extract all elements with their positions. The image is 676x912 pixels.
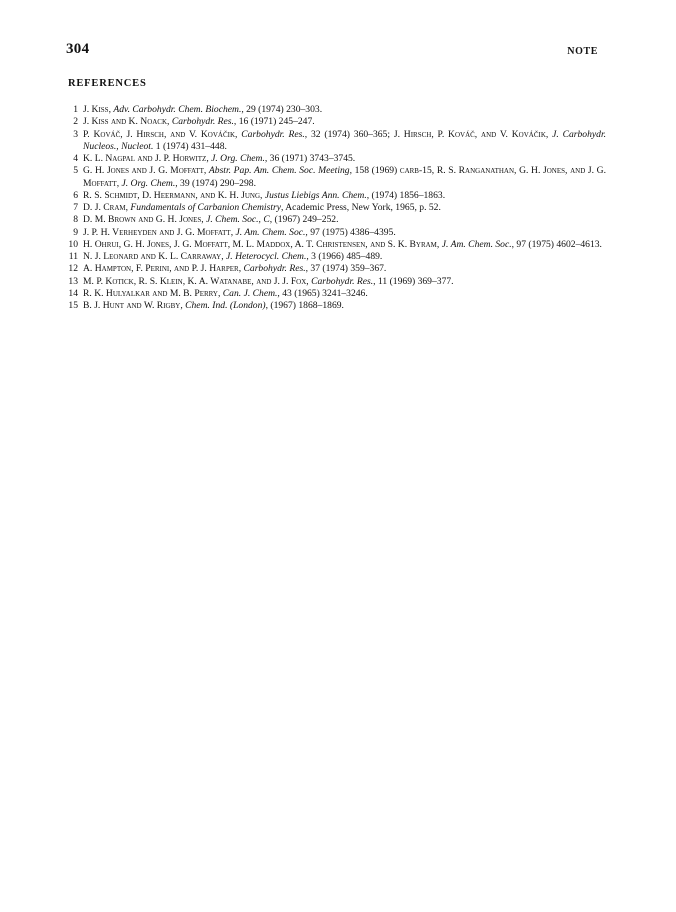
reference-number: 10 <box>68 238 78 250</box>
reference-item <box>66 153 606 165</box>
reference-detail: , <box>125 202 131 213</box>
reference-journal: Can. J. Chem. <box>222 287 278 299</box>
reference-text <box>83 202 606 214</box>
reference-detail: , <box>201 214 207 226</box>
reference-detail: , 97 (1975) 4602–4613. <box>511 238 602 250</box>
reference-detail: , 29 (1974) 230–303. <box>241 104 323 115</box>
reference-detail: , <box>436 238 442 250</box>
reference-journal: J. Chem. Soc., C <box>206 214 270 226</box>
reference-journal: Carbohydr. Res. <box>171 116 234 128</box>
reference-detail: , <box>306 275 312 287</box>
reference-text <box>83 104 606 116</box>
reference-detail: , 37 (1974) 359–367. <box>305 263 387 275</box>
reference-detail: , <box>217 287 223 299</box>
reference-authors: J. Hirsch, P. Kováč, and V. Kováčik <box>393 128 546 140</box>
reference-item <box>66 104 606 116</box>
reference-authors: R. K. Hulyalkar and M. B. Perry <box>83 287 218 299</box>
reference-journal: Carbohydr. Res. <box>311 275 374 287</box>
section-heading: REFERENCES <box>68 78 147 89</box>
reference-authors: J. P. H. Verheyden and J. G. Moffatt <box>83 226 231 238</box>
reference-number: 6 <box>73 189 78 201</box>
reference-journal: J. Heterocycl. Chem. <box>226 251 307 262</box>
reference-authors: P. Kováč, J. Hirsch, and V. Kováčik <box>83 128 236 140</box>
reference-authors: R. S. Schmidt, D. Heermann, and K. H. Jung <box>83 189 261 201</box>
reference-authors: N. J. Leonard and K. L. Carraway <box>83 251 222 262</box>
reference-number: 5 <box>73 165 78 177</box>
reference-journal: Fundamentals of Carbanion Chemistry <box>130 202 281 213</box>
reference-journal: J. Am. Chem. Soc. <box>441 238 512 250</box>
reference-journal: Chem. Ind. (London) <box>185 300 266 311</box>
reference-number: 13 <box>68 275 78 287</box>
reference-authors: D. M. Brown and G. H. Jones <box>83 214 202 226</box>
reference-detail: , <box>180 300 186 311</box>
reference-item <box>66 276 606 288</box>
reference-text <box>83 214 606 226</box>
reference-authors: J. Kiss <box>83 104 109 115</box>
reference-authors: H. Ohrui, G. H. Jones, J. G. Moffatt, M. L. Maddox, A. T. Christensen, and S. K. Byram <box>83 238 437 250</box>
reference-authors: A. Hampton, F. Perini, and P. J. Harper <box>83 263 239 275</box>
reference-journal: J. Am. Chem. Soc. <box>235 226 306 238</box>
reference-detail: , <box>206 153 212 164</box>
reference-detail: , 11 (1969) 369–377. <box>373 275 454 287</box>
reference-detail: , <box>203 165 209 177</box>
reference-item <box>66 227 606 239</box>
reference-detail: , <box>221 251 227 262</box>
reference-detail: , <box>238 263 244 275</box>
reference-authors: B. J. Hunt and W. Rigby <box>83 300 181 311</box>
reference-detail: , 43 (1965) 3241–3246. <box>277 287 368 299</box>
reference-authors: carb <box>399 165 419 177</box>
reference-number: 2 <box>73 116 78 128</box>
reference-detail: , (1974) 1856–1863. <box>366 189 446 201</box>
reference-detail: , <box>108 104 114 115</box>
reference-item <box>66 129 606 154</box>
reference-item <box>66 251 606 263</box>
reference-number: 15 <box>68 300 78 311</box>
reference-number: 8 <box>73 214 78 226</box>
reference-journal: Adv. Carbohydr. Chem. Biochem. <box>113 104 242 115</box>
reference-detail: , <box>260 189 265 201</box>
reference-detail: , 3 (1966) 485–489. <box>306 251 383 262</box>
reference-detail: 1 (1974) 431–448. <box>153 140 227 152</box>
reference-list <box>66 104 606 312</box>
page-number: 304 <box>66 41 90 57</box>
reference-detail: , <box>116 177 122 189</box>
reference-item <box>66 288 606 300</box>
reference-authors: K. L. Nagpal and J. P. Horwitz <box>83 153 207 164</box>
reference-text <box>83 227 606 239</box>
reference-item <box>66 202 606 214</box>
reference-item <box>66 190 606 202</box>
reference-text <box>83 190 606 202</box>
reference-detail: , 36 (1971) 3743–3745. <box>264 153 356 164</box>
reference-authors: J. Kiss and K. Noack <box>83 116 168 128</box>
reference-detail: , 158 (1969) <box>349 165 400 177</box>
reference-detail: , <box>230 226 236 238</box>
reference-text <box>83 276 606 288</box>
reference-item <box>66 165 606 190</box>
reference-journal: J. Carbohydr. Nucleos., Nucleot. <box>83 128 607 152</box>
reference-text <box>83 165 606 190</box>
reference-text <box>83 251 606 263</box>
reference-detail: , 39 (1974) 290–298. <box>175 177 256 189</box>
reference-item <box>66 239 606 251</box>
reference-detail: , <box>235 128 242 140</box>
reference-text <box>83 288 606 300</box>
reference-detail: , 16 (1971) 245–247. <box>233 116 315 128</box>
reference-journal: Justus Liebigs Ann. Chem. <box>264 189 367 201</box>
reference-authors: M. P. Kotick, R. S. Klein, K. A. Watanabe, and J. J. Fox <box>83 275 307 287</box>
reference-text <box>83 129 606 154</box>
reference-detail: , (1967) 249–252. <box>269 214 339 226</box>
reference-text <box>83 239 606 251</box>
reference-detail: , 97 (1975) 4386–4395. <box>305 226 396 238</box>
reference-text <box>83 153 606 165</box>
reference-number: 14 <box>68 287 78 299</box>
running-title: NOTE <box>567 46 598 57</box>
reference-detail: , 32 (1974) 360–365; <box>304 128 394 140</box>
reference-number: 11 <box>68 251 78 262</box>
reference-number: 1 <box>73 104 78 115</box>
reference-text <box>83 263 606 275</box>
reference-number: 4 <box>73 153 78 164</box>
reference-journal: Carbohydr. Res. <box>241 128 305 140</box>
reference-journal: J. Org. Chem. <box>121 177 176 189</box>
reference-text <box>83 300 606 312</box>
reference-detail: , Academic Press, New York, 1965, p. 52. <box>280 202 441 213</box>
reference-detail: , <box>545 128 553 140</box>
reference-detail: -15, <box>418 165 437 177</box>
reference-number: 9 <box>73 226 78 238</box>
reference-journal: Carbohydr. Res. <box>243 263 306 275</box>
reference-authors: R. S. Ranganathan, G. H. Jones, and J. G. Moffatt <box>83 165 606 189</box>
reference-detail: , (1967) 1868–1869. <box>265 300 344 311</box>
reference-journal: Abstr. Pap. Am. Chem. Soc. Meeting <box>208 165 350 177</box>
reference-detail: , <box>167 116 172 128</box>
reference-number: 3 <box>73 128 78 140</box>
reference-authors: D. J. Cram <box>83 202 126 213</box>
reference-number: 7 <box>73 202 78 213</box>
reference-item <box>66 300 606 312</box>
reference-item <box>66 116 606 128</box>
reference-text <box>83 116 606 128</box>
reference-journal: J. Org. Chem. <box>211 153 265 164</box>
reference-item <box>66 263 606 275</box>
reference-authors: G. H. Jones and J. G. Moffatt <box>83 165 204 177</box>
reference-item <box>66 214 606 226</box>
reference-number: 12 <box>68 263 78 275</box>
